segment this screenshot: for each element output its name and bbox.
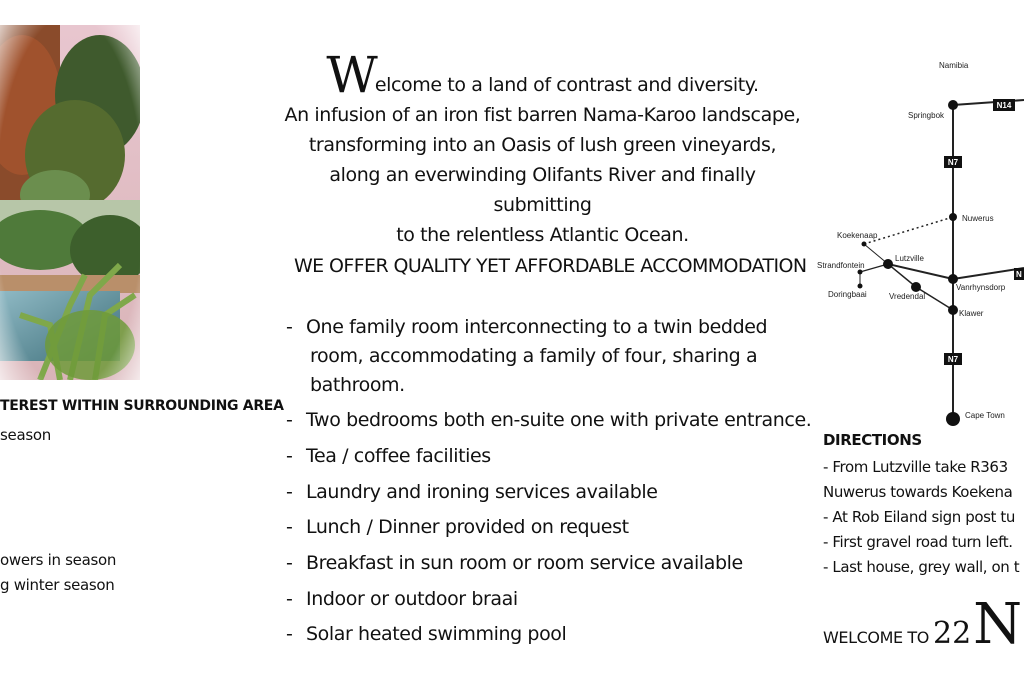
- area-interest-line-3: g winter season: [0, 576, 115, 594]
- garden-pool-photo: [0, 25, 140, 380]
- amenity-text-cont: bathroom.: [310, 374, 405, 396]
- amenity-text: Laundry and ironing services available: [306, 481, 658, 503]
- directions-line-3: - At Rob Eiland sign post tu: [823, 508, 1015, 526]
- label-lutzville: Lutzville: [895, 254, 924, 263]
- n7-label-south: N7: [947, 355, 959, 364]
- amenity-laundry: [286, 478, 658, 507]
- amenity-breakfast: [286, 549, 743, 578]
- amenity-text: Breakfast in sun room or room service available: [306, 552, 743, 574]
- amenity-text: Solar heated swimming pool: [306, 623, 567, 645]
- list-dash: -: [286, 516, 293, 538]
- amenity-family-room: [286, 313, 767, 400]
- directions-line-2: Nuwerus towards Koekena: [823, 483, 1013, 501]
- directions-line-5: - Last house, grey wall, on t: [823, 558, 1020, 576]
- label-doringbaai: Doringbaai: [828, 290, 867, 299]
- intro-line-5: to the relentless Atlantic Ocean.: [396, 224, 689, 246]
- list-dash: -: [286, 481, 293, 503]
- label-nuwerus: Nuwerus: [962, 214, 994, 223]
- town-dot-doringbaai: [858, 284, 863, 289]
- area-interest-line-2: owers in season: [0, 551, 117, 569]
- road-east: [953, 268, 1024, 279]
- amenity-braai: [286, 585, 518, 614]
- intro-line-1-text: elcome to a land of contrast and diversity.: [374, 74, 759, 96]
- amenity-text: Lunch / Dinner provided on request: [306, 516, 629, 538]
- town-dot-koekenaap: [862, 242, 867, 247]
- amenity-text-cont: room, accommodating a family of four, sharing a: [310, 345, 758, 367]
- list-dash: -: [286, 623, 293, 645]
- welcome-prefix: WELCOME TO: [823, 628, 929, 647]
- town-dot-springbok: [948, 100, 958, 110]
- list-dash: -: [286, 445, 293, 467]
- list-dash: -: [286, 316, 293, 338]
- intro-line-4: along an everwinding Olifants River and finally submitting: [329, 164, 756, 216]
- edge-road-label: N: [1016, 270, 1022, 279]
- label-springbok: Springbok: [908, 111, 945, 120]
- amenity-text: Indoor or outdoor braai: [306, 588, 518, 610]
- intro-dropcap: W: [326, 46, 375, 104]
- n7-label-north: N7: [947, 158, 959, 167]
- town-dot-vredendal: [911, 282, 921, 292]
- label-cape-town: Cape Town: [965, 411, 1005, 420]
- directions-line-1: - From Lutzville take R363: [823, 458, 1008, 476]
- town-dot-lutzville: [883, 259, 893, 269]
- amenity-text: Two bedrooms both en-suite one with private entrance.: [306, 409, 812, 431]
- amenity-bedrooms: [286, 406, 811, 435]
- town-dot-strandfontein: [858, 270, 863, 275]
- directions-heading: DIRECTIONS: [823, 431, 922, 449]
- label-vredendal: Vredendal: [889, 292, 926, 301]
- area-interest-heading: TEREST WITHIN SURROUNDING AREA: [0, 398, 284, 414]
- town-dot-nuwerus: [949, 213, 957, 221]
- amenity-pool: [286, 620, 566, 649]
- list-dash: -: [286, 588, 293, 610]
- list-dash: -: [286, 552, 293, 574]
- n14-label: N14: [996, 101, 1012, 110]
- welcome-banner: [823, 592, 1022, 657]
- amenity-text: Tea / coffee facilities: [306, 445, 491, 467]
- label-strandfontein: Strandfontein: [817, 261, 865, 270]
- amenity-lunch-dinner: [286, 513, 629, 542]
- area-interest-line-1: season: [0, 426, 51, 444]
- welcome-number: 22: [932, 616, 972, 651]
- town-dot-klawer: [948, 305, 958, 315]
- intro-paragraph: [280, 46, 805, 250]
- directions-line-4: - First gravel road turn left.: [823, 533, 1013, 551]
- town-dot-cape-town: [946, 412, 960, 426]
- intro-line-2: An infusion of an iron fist barren Nama-Karoo landscape,: [284, 104, 801, 126]
- offer-heading: WE OFFER QUALITY YET AFFORDABLE ACCOMMODATION: [294, 255, 807, 277]
- label-vanrhynsdorp: Vanrhynsdorp: [956, 283, 1006, 292]
- amenity-tea-coffee: [286, 442, 491, 471]
- label-koekenaap: Koekenaap: [837, 231, 878, 240]
- intro-line-1: [280, 46, 805, 104]
- amenity-text: One family room interconnecting to a twin bedded: [306, 316, 768, 338]
- label-namibia: Namibia: [939, 61, 969, 70]
- welcome-big-letter: N: [973, 592, 1023, 657]
- route-map: [815, 50, 1024, 430]
- intro-line-3: transforming into an Oasis of lush green vineyards,: [308, 134, 777, 156]
- list-dash: -: [286, 409, 293, 431]
- label-klawer: Klawer: [959, 309, 984, 318]
